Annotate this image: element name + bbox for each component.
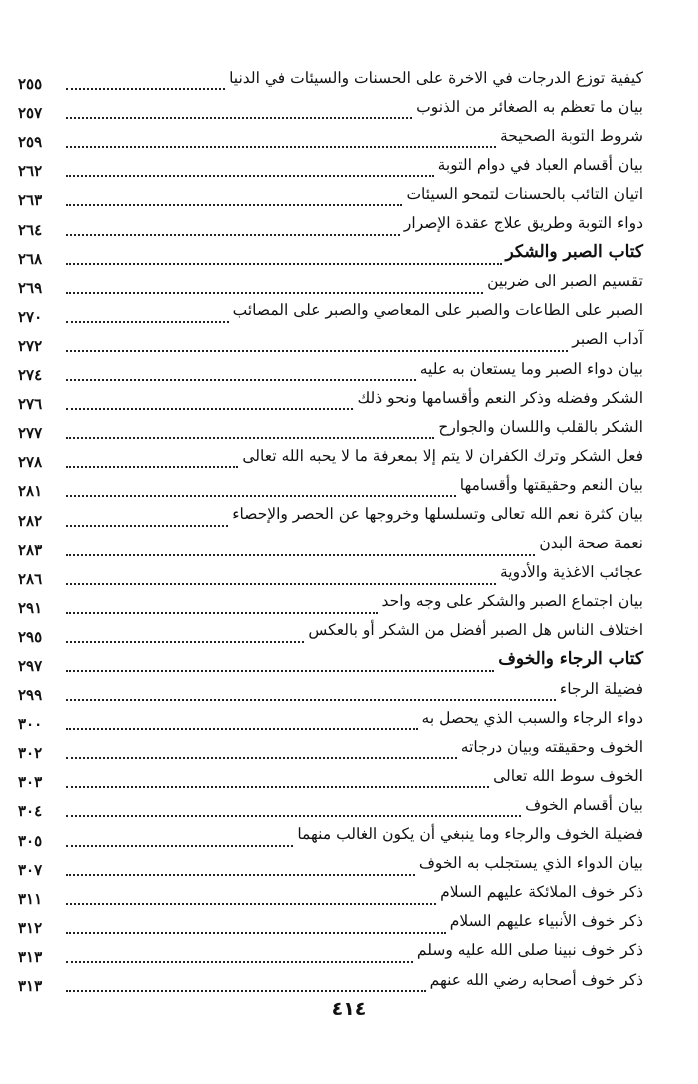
dot-leader (66, 292, 483, 294)
toc-entry-page: ٢٧٢ (18, 336, 43, 355)
toc-entry-page: ٢٧٨ (18, 453, 43, 472)
toc-entry-title: اتيان التائب بالحسنات لتمحو السيئات (406, 187, 643, 210)
toc-entry (18, 64, 643, 93)
toc-entry-page: ٢٨١ (18, 482, 43, 501)
dot-leader (66, 815, 521, 817)
dot-leader (66, 234, 400, 236)
dot-leader (66, 990, 426, 992)
toc-entry-title: ذكر خوف نبينا صلى الله عليه وسلم (417, 943, 643, 966)
toc-entry-page: ٢٧٠ (18, 307, 43, 326)
toc-entry-title: بيان دواء الصبر وما يستعان به عليه (420, 362, 643, 385)
toc-entry-page: ٣٠٣ (18, 773, 43, 792)
dot-leader (66, 786, 489, 788)
dot-leader (66, 466, 238, 468)
toc-entry-title: فضيلة الرجاء (560, 682, 643, 705)
toc-entry-page: ٢٧٦ (18, 395, 43, 414)
toc-entry-page: ٢٩١ (18, 598, 43, 617)
toc-entry-title: بيان الدواء الذي يستجلب به الخوف (419, 856, 643, 879)
toc-entry (18, 733, 643, 762)
toc-entry-title: ذكر خوف أصحابه رضي الله عنهم (430, 973, 643, 996)
dot-leader (66, 932, 446, 934)
toc-entry-title: الشكر وفضله وذكر النعم وأقسامها ونحو ذلك (357, 391, 643, 414)
toc-entry-page: ٣٠٢ (18, 744, 43, 763)
dot-leader (66, 612, 378, 614)
dot-leader (66, 117, 412, 119)
dot-leader (66, 961, 413, 963)
toc-entry-title: عجائب الاغذية والأدوية (500, 565, 643, 588)
toc-section-heading (18, 646, 643, 675)
dot-leader (66, 757, 457, 759)
toc-entry-title: كيفية توزع الدرجات في الاخرة على الحسنات والسيئات في الدنيا (229, 71, 643, 94)
toc-entry (18, 820, 643, 849)
dot-leader (66, 175, 434, 177)
toc-entry (18, 908, 643, 937)
dot-leader (66, 88, 225, 90)
dot-leader (66, 350, 568, 352)
dot-leader (66, 495, 456, 497)
toc-entry-title: الشكر بالقلب واللسان والجوارح (438, 420, 643, 443)
dot-leader (66, 379, 416, 381)
page-number: ٤١٤ (331, 998, 367, 1020)
toc-entry-title: ذكر خوف الملائكة عليهم السلام (440, 885, 643, 908)
dot-leader (66, 321, 229, 323)
toc-entry (18, 471, 643, 500)
toc-entry-title: كتاب الصبر والشكر (506, 244, 643, 268)
dot-leader (66, 525, 228, 527)
toc-entry (18, 297, 643, 326)
toc-entry (18, 93, 643, 122)
toc-entry-title: دواء التوبة وطريق علاج عقدة الإصرار (404, 216, 643, 239)
toc-entry-page: ٣٠٤ (18, 802, 43, 821)
toc-entry-page: ٢٦٨ (18, 249, 43, 268)
toc-entry-page: ٢٥٧ (18, 104, 43, 123)
toc-entry (18, 791, 643, 820)
toc-entry-page: ٣٠٠ (18, 715, 43, 734)
toc-entry (18, 326, 643, 355)
toc-entry (18, 617, 643, 646)
toc-entry (18, 180, 643, 209)
toc-entry (18, 879, 643, 908)
toc-entry-page: ٣١٢ (18, 918, 43, 937)
dot-leader (66, 728, 418, 730)
toc-entry-page: ٢٦٣ (18, 191, 43, 210)
toc-entry-page: ٣١٣ (18, 947, 43, 966)
toc-entry (18, 704, 643, 733)
toc-entry-page: ٣٠٧ (18, 860, 43, 879)
toc-section-heading (18, 239, 643, 268)
dot-leader (66, 699, 556, 701)
toc-entry (18, 151, 643, 180)
toc-entry-title: كتاب الرجاء والخوف (498, 651, 643, 675)
toc-entry (18, 413, 643, 442)
toc-entry-page: ٢٥٥ (18, 75, 43, 94)
toc-entry-title: اختلاف الناس هل الصبر أفضل من الشكر أو بالعكس (308, 623, 643, 646)
toc-entry-page: ٢٦٢ (18, 162, 43, 181)
toc-entry (18, 442, 643, 471)
toc-entry (18, 937, 643, 966)
toc-entry-page: ٢٦٤ (18, 220, 43, 239)
dot-leader (66, 874, 415, 876)
toc-entry (18, 966, 643, 995)
toc-entry (18, 500, 643, 529)
toc-entry (18, 762, 643, 791)
dot-leader (66, 583, 496, 585)
toc-entry-title: بيان اجتماع الصبر والشكر على وجه واحد (382, 594, 644, 617)
dot-leader (66, 641, 304, 643)
toc-entry-page: ٢٩٩ (18, 686, 43, 705)
toc-entry (18, 384, 643, 413)
toc-entry-page: ٣١٣ (18, 977, 43, 995)
toc-entry-title: فضيلة الخوف والرجاء وما ينبغي أن يكون الغالب منهما (297, 827, 643, 850)
toc-entry-page: ٣٠٥ (18, 831, 43, 850)
toc-entry-page: ٢٨٣ (18, 540, 43, 559)
toc-entry (18, 588, 643, 617)
dot-leader (66, 670, 494, 672)
toc-entry-title: بيان ما تعظم به الصغائر من الذنوب (416, 100, 643, 123)
dot-leader (66, 845, 293, 847)
toc-entry-page: ٢٦٩ (18, 278, 43, 297)
table-of-contents (18, 64, 643, 995)
toc-entry-title: ذكر خوف الأنبياء عليهم السلام (450, 914, 643, 937)
toc-entry-page: ٢٩٧ (18, 656, 43, 675)
toc-entry-title: شروط التوبة الصحيحة (500, 129, 643, 152)
toc-entry-page: ٢٧٤ (18, 366, 43, 385)
toc-entry-page: ٢٧٧ (18, 424, 43, 443)
toc-entry-title: فعل الشكر وترك الكفران لا يتم إلا بمعرفة ما لا يحبه الله تعالى (242, 449, 643, 472)
toc-entry (18, 122, 643, 151)
toc-entry (18, 209, 643, 238)
toc-entry-title: الخوف سوط الله تعالى (493, 769, 643, 792)
dot-leader (66, 437, 434, 439)
toc-entry (18, 559, 643, 588)
toc-entry-page: ٢٥٩ (18, 133, 43, 152)
toc-entry-title: بيان كثرة نعم الله تعالى وتسلسلها وخروجها عن الحصر والإحصاء (232, 507, 643, 530)
toc-entry-title: نعمة صحة البدن (539, 536, 643, 559)
toc-entry-page: ٣١١ (18, 889, 43, 908)
toc-entry (18, 355, 643, 384)
toc-entry-title: دواء الرجاء والسبب الذي يحصل به (422, 711, 643, 734)
toc-entry-title: بيان النعم وحقيقتها وأقسامها (460, 478, 643, 501)
dot-leader (66, 263, 502, 265)
toc-entry (18, 675, 643, 704)
dot-leader (66, 554, 535, 556)
toc-entry-title: تقسيم الصبر الى ضربين (487, 274, 643, 297)
toc-entry-page: ٢٨٦ (18, 569, 43, 588)
toc-entry (18, 850, 643, 879)
toc-entry (18, 530, 643, 559)
toc-entry-title: آداب الصبر (572, 332, 643, 355)
dot-leader (66, 903, 436, 905)
dot-leader (66, 146, 496, 148)
toc-entry-title: الصبر على الطاعات والصبر على المعاصي والصبر على المصائب (233, 303, 643, 326)
toc-entry (18, 268, 643, 297)
dot-leader (66, 408, 353, 410)
toc-entry-title: بيان أقسام العباد في دوام التوبة (438, 158, 643, 181)
toc-entry-title: الخوف وحقيقته وبيان درجاته (461, 740, 643, 763)
dot-leader (66, 204, 402, 206)
toc-entry-page: ٢٨٢ (18, 511, 43, 530)
toc-entry-title: بيان أقسام الخوف (525, 798, 643, 821)
toc-entry-page: ٢٩٥ (18, 627, 43, 646)
